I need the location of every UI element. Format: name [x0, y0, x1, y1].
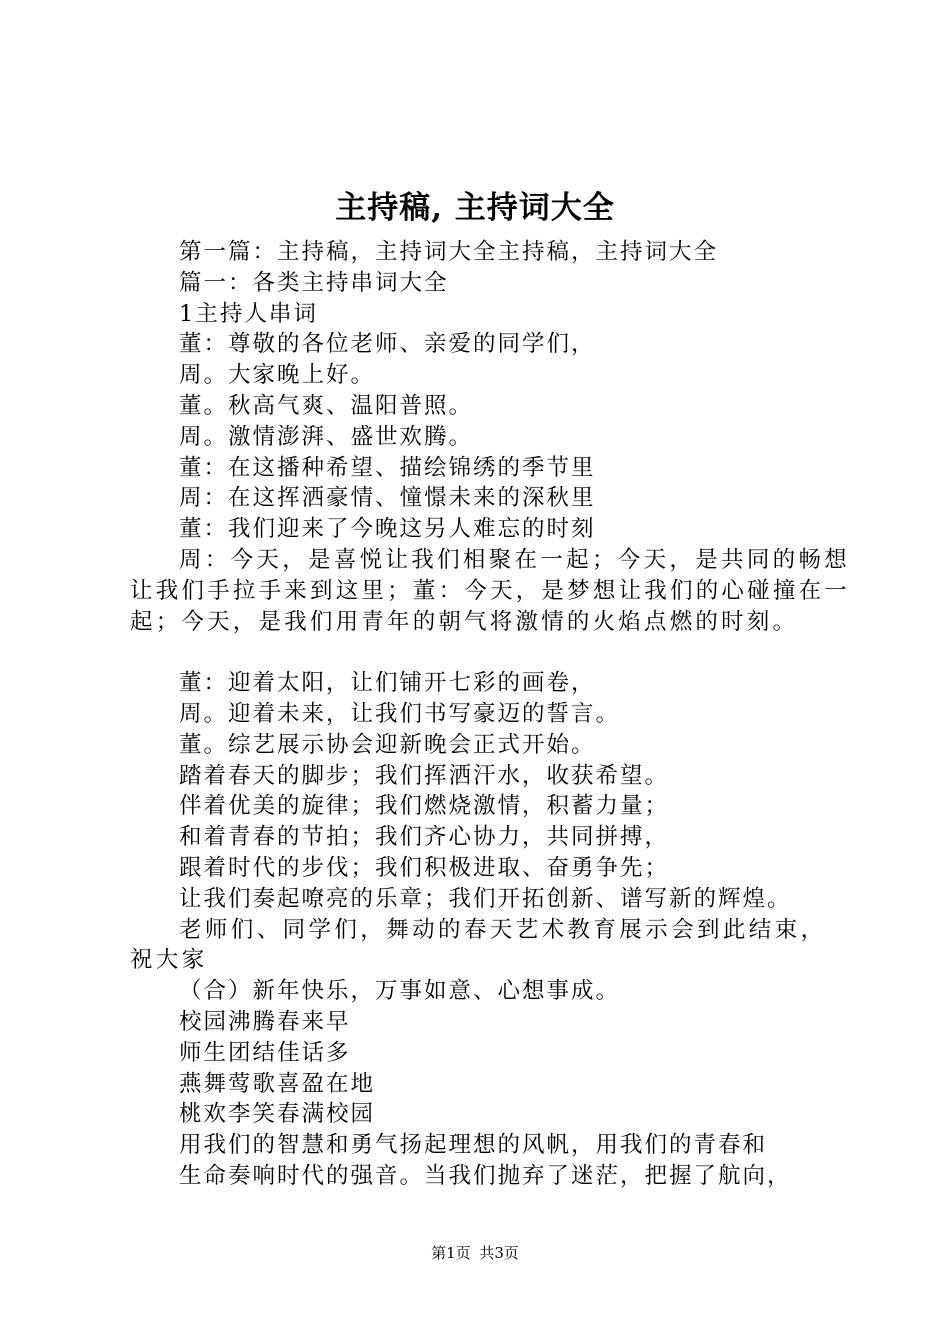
paragraph: 和着青春的节拍；我们齐心协力，共同拼搏， — [179, 824, 670, 851]
document-title: 主持稿, 主持词大全 — [335, 190, 615, 226]
page-total: 共3页 — [479, 1244, 519, 1262]
paragraph: 周。迎着未来，让我们书写豪迈的誓言。 — [179, 700, 621, 727]
paragraph: 董。秋高气爽、温阳普照。 — [179, 392, 474, 419]
paragraph: 桃欢李笑春满校园 — [179, 1101, 376, 1128]
paragraph: 跟着时代的步伐；我们积极进取、奋勇争先； — [179, 854, 670, 881]
paragraph: 周：今天，是喜悦让我们相聚在一起；今天，是共同的畅想让我们手拉手来到这里；董：今天，是梦想让我们的心碰撞在一起；今天，是我们用青年的朝气将激情的火焰点燃的时刻。 — [130, 546, 850, 635]
paragraph: 老师们、同学们，舞动的春天艺术教育展示会到此结束，祝大家 — [130, 916, 827, 974]
paragraph: 燕舞莺歌喜盈在地 — [179, 1070, 376, 1097]
paragraph: 篇一：各类主持串词大全 — [179, 269, 449, 296]
paragraph: 周。大家晚上好。 — [179, 362, 376, 389]
paragraph: 董：迎着太阳，让们铺开七彩的画卷， — [179, 670, 596, 697]
paragraph: 董：我们迎来了今晚这另人难忘的时刻 — [179, 516, 596, 543]
paragraph: 周：在这挥洒豪情、憧憬未来的深秋里 — [179, 485, 596, 512]
paragraph: 伴着优美的旋律；我们燃烧激情，积蓄力量； — [179, 793, 670, 820]
paragraph: 董：尊敬的各位老师、亲爱的同学们， — [179, 331, 596, 358]
paragraph: （合）新年快乐，万事如意、心想事成。 — [179, 978, 621, 1005]
paragraph: 用我们的智慧和勇气扬起理想的风帆，用我们的青春和 — [179, 1132, 768, 1159]
paragraph: 师生团结佳话多 — [179, 1039, 351, 1066]
paragraph: 第一篇：主持稿，主持词大全主持稿，主持词大全 — [179, 239, 719, 265]
paragraph: 董：在这播种希望、描绘锦绣的季节里 — [179, 454, 596, 481]
paragraph: 董。综艺展示协会迎新晚会正式开始。 — [179, 731, 596, 758]
paragraph: 踏着春天的脚步；我们挥洒汗水，收获希望。 — [179, 762, 670, 789]
paragraph: 生命奏响时代的强音。当我们抛弃了迷茫，把握了航向， — [179, 1162, 792, 1189]
blank-line — [130, 637, 850, 668]
page-footer — [0, 1242, 950, 1264]
paragraph: 让我们奏起嘹亮的乐章；我们开拓创新、谱写新的辉煌。 — [179, 885, 792, 912]
paragraph: 周。激情澎湃、盛世欢腾。 — [179, 423, 474, 450]
document-body — [130, 237, 850, 1192]
paragraph: 校园沸腾春来早 — [179, 1008, 351, 1035]
paragraph: 1主持人串词 — [179, 300, 318, 327]
page-number: 第1页 — [431, 1244, 471, 1262]
